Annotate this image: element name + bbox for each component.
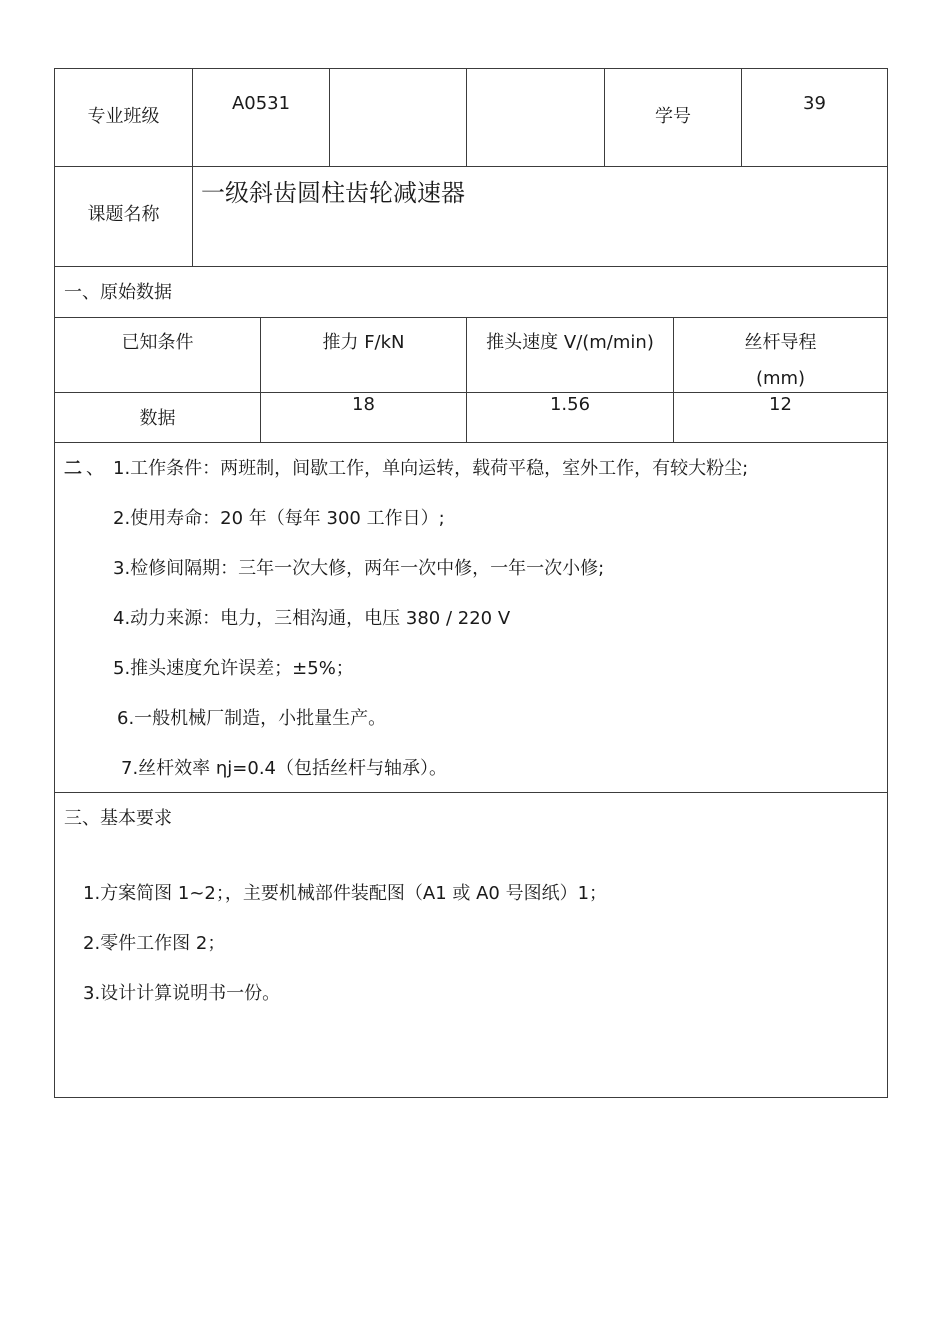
list-item: 7.丝杆效率 ηj=0.4（包括丝杆与轴承）。 (121, 758, 448, 779)
list-item: 3.检修间隔期：三年一次大修，两年一次中修，一年一次小修; (113, 558, 605, 579)
row-divider (54, 266, 888, 267)
list-item: 2.使用寿命：20 年（每年 300 工作日）; (113, 508, 445, 529)
list-item: 3.设计计算说明书一份。 (83, 983, 281, 1004)
table-border-right (887, 68, 888, 1098)
list-item: 4.动力来源：电力，三相沟通，电压 380 / 220 V (113, 608, 511, 629)
list-item: 1.方案简图 1~2；，主要机械部件装配图（A1 或 A0 号图纸）1； (83, 883, 608, 904)
section-marker-separator: 、 (86, 458, 104, 479)
col-divider (741, 68, 742, 167)
row-divider (54, 442, 888, 443)
column-header: 已知条件 (121, 332, 194, 353)
list-item: 1.工作条件：两班制，间歇工作，单向运转，载荷平稳，室外工作，有较大粉尘; (113, 458, 749, 479)
class-value: A0531 (231, 93, 291, 114)
column-header-unit: (mm) (755, 368, 806, 389)
section-title: 三、基本要求 (64, 808, 172, 829)
row-divider (54, 317, 888, 318)
class-label: 专业班级 (87, 106, 160, 127)
student-number-label: 学号 (655, 106, 691, 127)
data-value: 1.56 (549, 394, 591, 415)
column-header: 推力 F/kN (322, 332, 405, 353)
section-title: 一、原始数据 (64, 282, 172, 303)
topic-label: 课题名称 (87, 204, 160, 225)
row-divider (54, 166, 888, 167)
table-border-bottom (54, 1097, 888, 1098)
column-header: 推头速度 V/(m/min) (486, 332, 654, 353)
table-border-top (54, 68, 888, 69)
section-marker: 二 (64, 458, 82, 479)
data-value: 18 (352, 394, 375, 415)
column-header: 丝杆导程 (744, 332, 817, 353)
col-divider (466, 68, 467, 167)
list-item: 5.推头速度允许误差；±5%； (113, 658, 354, 679)
row-divider (54, 792, 888, 793)
list-item: 2.零件工作图 2； (83, 933, 226, 954)
topic-value: 一级斜齿圆柱齿轮减速器 (201, 179, 465, 207)
student-number-value: 39 (803, 93, 826, 114)
data-value: 12 (769, 394, 792, 415)
col-divider (329, 68, 330, 167)
row-label: 数据 (139, 408, 176, 429)
list-item: 6.一般机械厂制造，小批量生产。 (117, 708, 387, 729)
